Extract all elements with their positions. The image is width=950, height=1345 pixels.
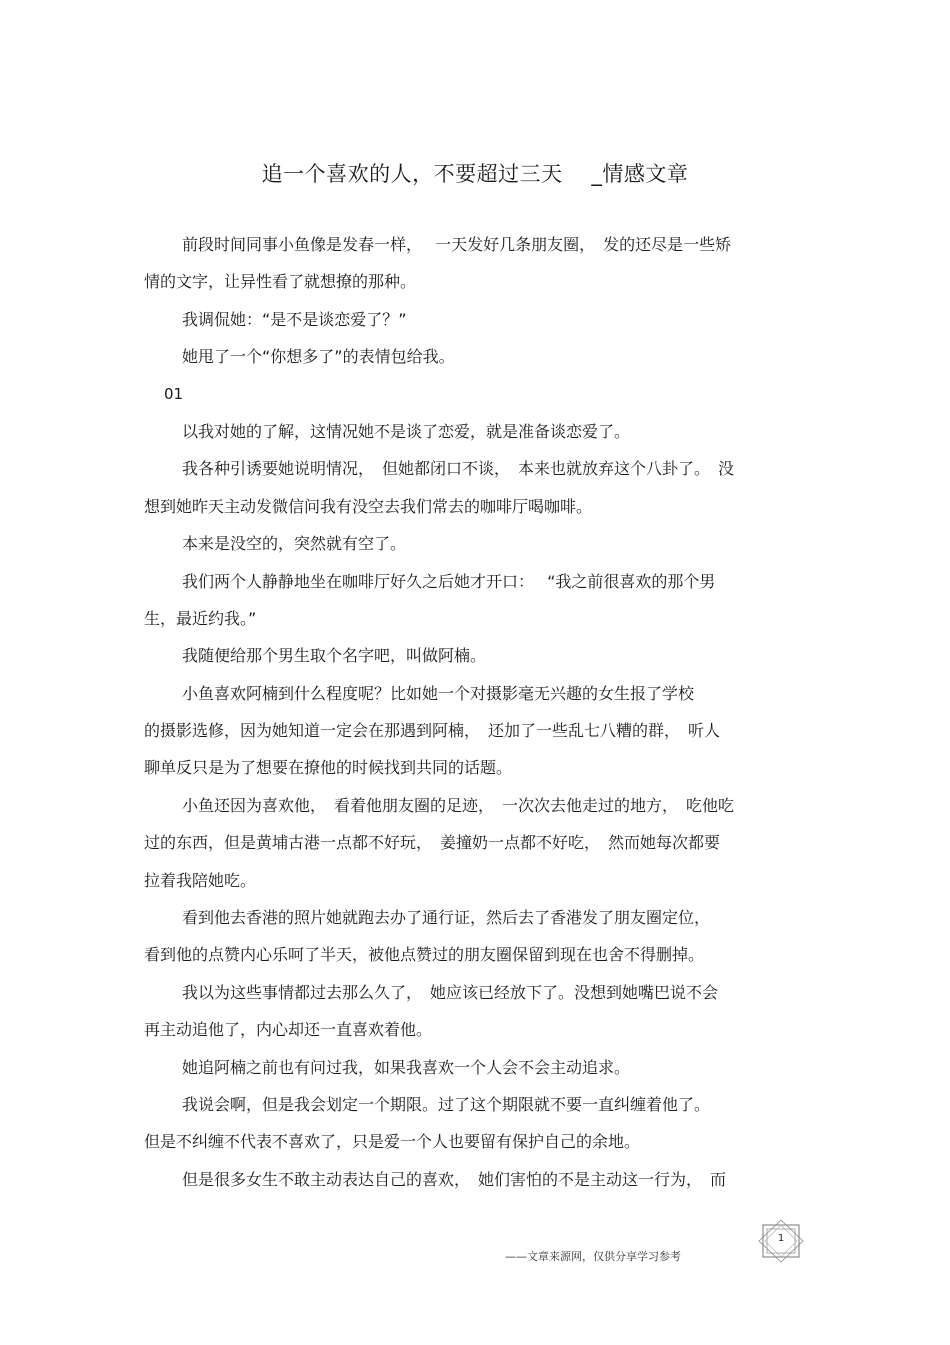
paragraph-line: 前段时间同事小鱼像是发春一样， 一天发好几条朋友圈， 发的还尽是一些矫: [182, 235, 732, 254]
page-number: 1: [777, 1233, 785, 1244]
paragraph-line: 我调侃她：“是不是谈恋爱了？”: [182, 309, 407, 329]
page-number-badge: [757, 1219, 805, 1263]
paragraph-line: 她追阿楠之前也有问过我，如果我喜欢一个人会不会主动追求。: [182, 1057, 631, 1077]
paragraph-line: 小鱼还因为喜欢他， 看着他朋友圈的足迹， 一次次去他走过的地方， 吃他吃: [182, 795, 735, 815]
paragraph-line: 本来是没空的，突然就有空了。: [182, 534, 407, 554]
paragraph-line: 但是很多女生不敢主动表达自己的喜欢， 她们害怕的不是主动这一行为， 而: [182, 1169, 727, 1189]
article-body: [144, 226, 808, 1198]
footer-source-note: ——文章来源网，仅供分享学习参考: [505, 1250, 681, 1263]
paragraph-line: 生，最近约我。”: [144, 608, 257, 628]
paragraph-line: 我们两个人静静地坐在咖啡厅好久之后她才开口： “我之前很喜欢的那个男: [182, 571, 716, 591]
paragraph-line: 想到她昨天主动发微信问我有没空去我们常去的咖啡厅喝咖啡。: [144, 496, 593, 516]
paragraph-line: 但是不纠缠不代表不喜欢了，只是爱一个人也要留有保护自己的余地。: [144, 1132, 641, 1152]
paragraph-line: 我说会啊，但是我会划定一个期限。过了这个期限就不要一直纠缠着他了。: [182, 1094, 711, 1114]
paragraph-line: 再主动追他了，内心却还一直喜欢着他。: [144, 1020, 433, 1040]
paragraph-line: 我随便给那个男生取个名字吧，叫做阿楠。: [182, 646, 487, 666]
paragraph-line: 情的文字，让异性看了就想撩的那种。: [144, 272, 417, 292]
article-title: 追一个喜欢的人，不要超过三天 _情感文章: [261, 162, 689, 186]
paragraph-line: 的摄影选修，因为她知道一定会在那遇到阿楠， 还加了一些乱七八糟的群， 听人: [144, 721, 721, 741]
paragraph-line: 拉着我陪她吃。: [144, 870, 257, 890]
paragraph-line: 小鱼喜欢阿楠到什么程度呢？比如她一个对摄影毫无兴趣的女生报了学校: [182, 683, 695, 703]
paragraph-line: 过的东西，但是黄埔古港一点都不好玩， 姜撞奶一点都不好吃， 然而她每次都要: [144, 833, 721, 853]
paragraph-line: 我以为这些事情都过去那么久了， 她应该已经放下了。没想到她嘴巴说不会: [182, 982, 719, 1002]
paragraph-line: 她甩了一个“你想多了”的表情包给我。: [182, 347, 455, 367]
paragraph-line: 我各种引诱要她说明情况， 但她都闭口不谈， 本来也就放弃这个八卦了。 没: [182, 459, 735, 479]
paragraph-line: 以我对她的了解，这情况她不是谈了恋爱，就是准备谈恋爱了。: [182, 421, 631, 441]
paragraph-line: 看到他去香港的照片她就跑去办了通行证，然后去了香港发了朋友圈定位，: [182, 908, 711, 928]
paragraph-line: 聊单反只是为了想要在撩他的时候找到共同的话题。: [144, 758, 513, 778]
paragraph-line: 看到他的点赞内心乐呵了半天，被他点赞过的朋友圈保留到现在也舍不得删掉。: [144, 945, 705, 965]
section-number: 01: [164, 384, 184, 403]
